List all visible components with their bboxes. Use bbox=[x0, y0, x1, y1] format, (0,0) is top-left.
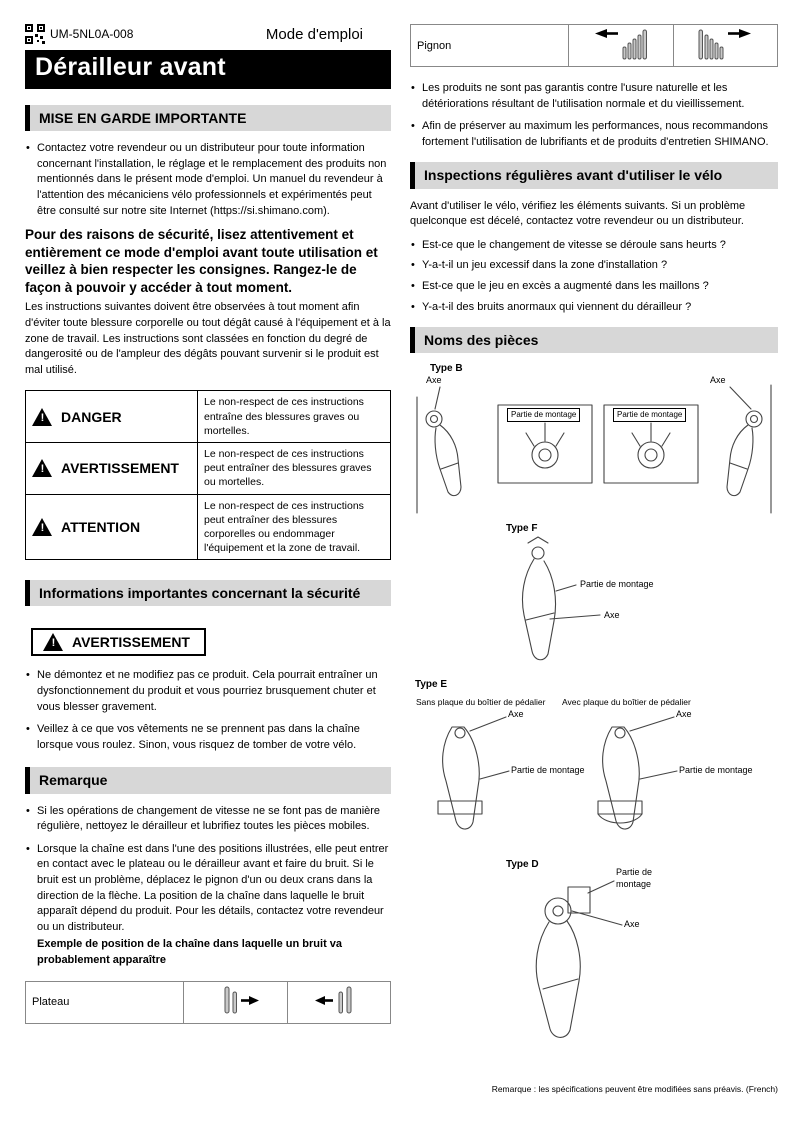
securite-list bbox=[25, 668, 391, 753]
partie-de-montage-label: Partie de montage bbox=[616, 867, 653, 889]
partie-de-montage-label: Partie de montage bbox=[507, 408, 580, 422]
type-e-diagram bbox=[410, 679, 778, 851]
list-item: • Afin de préserver au maximum les performances, nous recommandons fortement l'utilisation de lubrifiants et de produits d'entretien SHIMANO. bbox=[410, 119, 778, 150]
spec-change-note: Remarque : les spécifications peuvent être modifiées sans préavis. (French) bbox=[491, 1084, 778, 1094]
axe-label: Axe bbox=[426, 375, 442, 386]
type-f-label: Type F bbox=[506, 523, 538, 535]
axe-label: Axe bbox=[508, 709, 524, 720]
right-column bbox=[410, 0, 778, 1057]
warning-triangle-icon bbox=[32, 518, 53, 536]
instruction-grades-paragraph: Les instructions suivantes doivent être observées à tout moment afin d'éviter toute blessure corporelle ou tout dégât causé à l'équipement et à la zone de travail. Les instructions sont classées en fonction du degré de dangerosité ou de l'ampleur des dégâts pouvant survenir si le produit est mal utilisé. bbox=[25, 301, 391, 376]
partie-de-montage-label: Partie de montage bbox=[679, 765, 753, 776]
table-row bbox=[26, 981, 391, 1023]
inspections-list bbox=[410, 238, 778, 315]
list-item: • Y-a-t-il un jeu excessif dans la zone d'installation ? bbox=[410, 258, 778, 274]
plateau-diagram-cell-2 bbox=[287, 981, 391, 1023]
type-d-label: Type D bbox=[506, 859, 539, 871]
partie-de-montage-label: Partie de montage bbox=[613, 408, 686, 422]
table-row bbox=[411, 25, 778, 67]
garantie-list bbox=[410, 81, 778, 150]
warning-triangle-icon bbox=[32, 408, 53, 426]
hazard-label-danger: DANGER bbox=[61, 408, 122, 425]
list-item: • Est-ce que le jeu en excès a augmenté dans les maillons ? bbox=[410, 279, 778, 295]
chainring-noise-position-2-icon bbox=[307, 983, 371, 1017]
document-id: UM-5NL0A-008 bbox=[50, 27, 134, 41]
plateau-label-cell: Plateau bbox=[26, 981, 184, 1023]
pignon-diagram-cell-2 bbox=[673, 25, 778, 67]
plateau-table bbox=[25, 981, 391, 1024]
hazard-label-attention: ATTENTION bbox=[61, 518, 141, 535]
page-title: Dérailleur avant bbox=[25, 50, 391, 89]
partie-de-montage-label: Partie de montage bbox=[580, 579, 654, 590]
inspections-intro: Avant d'utiliser le vélo, vérifiez les éléments suivants. Si un problème quelconque est décelé, contactez votre revendeur ou un distributeur. bbox=[410, 199, 746, 228]
mise-en-garde-list bbox=[25, 141, 391, 219]
list-item: • Lorsque la chaîne est dans l'une des positions illustrées, elle peut entrer en contact avec le plateau ou le dérailleur avant et faire du bruit. Si le bruit est un problème, déplacez le pignon d'un ou deux crans dans la direction de la flèche. La position de la chaîne dans laquelle le bruit apparaît dépend du produit. Pour les détails, contactez votre revendeur ou un distributeur. bbox=[25, 842, 391, 936]
avec-plaque-label: Avec plaque du boîtier de pédalier bbox=[562, 697, 691, 708]
axe-label: Axe bbox=[604, 610, 620, 621]
hazard-level-table bbox=[25, 390, 391, 560]
table-row bbox=[26, 494, 391, 560]
type-e-label: Type E bbox=[415, 679, 448, 691]
avertissement-box bbox=[31, 628, 206, 656]
section-header-mise-en-garde: MISE EN GARDE IMPORTANTE bbox=[25, 105, 391, 131]
partie-de-montage-label: Partie de montage bbox=[511, 765, 585, 776]
table-row bbox=[26, 391, 391, 443]
pignon-diagram-cell-1 bbox=[569, 25, 674, 67]
section-header-inspections: Inspections régulières avant d'utiliser le vélo bbox=[410, 162, 778, 188]
type-f-derailleur-art bbox=[410, 523, 778, 671]
chainring-noise-position-1-icon bbox=[203, 983, 267, 1017]
axe-label: Axe bbox=[710, 375, 726, 386]
list-item: • Ne démontez et ne modifiez pas ce produit. Cela pourrait entraîner un dysfonctionnement du produit et vous pourriez brusquement chuter et vous blesser gravement. bbox=[25, 668, 391, 715]
type-b-label: Type B bbox=[430, 363, 463, 375]
axe-label: Axe bbox=[676, 709, 692, 720]
section-header-remarque: Remarque bbox=[25, 767, 391, 793]
list-item: • Est-ce que le changement de vitesse se déroule sans heurts ? bbox=[410, 238, 778, 254]
section-header-noms-pieces: Noms des pièces bbox=[410, 327, 778, 353]
type-f-diagram bbox=[410, 523, 778, 671]
pignon-table bbox=[410, 24, 778, 67]
list-item: • Les produits ne sont pas garantis contre l'usure naturelle et les détériorations résultant de l'utilisation normale et du vieillissement. bbox=[410, 81, 778, 112]
safety-lead-paragraph: Pour des raisons de sécurité, lisez attentivement et entièrement ce mode d'emploi avant toute utilisation et veillez à bien respecter les consignes. Rangez-le de façon à pouvoir y accéder à tout moment. bbox=[25, 227, 378, 295]
left-column bbox=[25, 0, 391, 1024]
hazard-text-attention: Le non-respect de ces instructions peut entraîner des blessures corporelles ou endommager l'équipement et la zone de travail. bbox=[198, 494, 391, 560]
sans-plaque-label: Sans plaque du boîtier de pédalier bbox=[416, 697, 546, 708]
list-item: • Veillez à ce que vos vêtements ne se prennent pas dans la chaîne lorsque vous roulez. Sinon, vous risquez de tomber de votre vélo. bbox=[25, 722, 391, 753]
list-item: • Contactez votre revendeur ou un distributeur pour toute information concernant l'installation, le réglage et le remplacement des produits non mentionnés dans le présent mode d'emploi. Un manuel du revendeur à l'attention des mécaniciens vélo professionnels et expérimentés peut être consulté sur notre site Internet (https://si.shimano.com). bbox=[25, 141, 391, 219]
sprocket-shift-left-icon bbox=[585, 25, 657, 61]
list-item: • Y-a-t-il des bruits anormaux qui viennent du dérailleur ? bbox=[410, 300, 778, 316]
plateau-diagram-cell-1 bbox=[184, 981, 288, 1023]
type-d-derailleur-art bbox=[410, 859, 778, 1057]
document-header bbox=[25, 24, 391, 44]
hazard-text-avertissement: Le non-respect de ces instructions peut entraîner des blessures graves ou mortelles. bbox=[198, 442, 391, 494]
warning-triangle-icon bbox=[32, 459, 53, 477]
warning-triangle-icon bbox=[43, 633, 64, 651]
avertissement-box-label: AVERTISSEMENT bbox=[72, 634, 190, 651]
document-type: Mode d'emploi bbox=[265, 25, 363, 43]
sprocket-shift-right-icon bbox=[689, 25, 761, 61]
table-row bbox=[26, 442, 391, 494]
type-b-diagram bbox=[410, 363, 778, 515]
hazard-text-danger: Le non-respect de ces instructions entraîne des blessures graves ou mortelles. bbox=[198, 391, 391, 443]
remarque-list bbox=[25, 804, 391, 936]
qr-code-icon bbox=[25, 24, 45, 44]
hazard-label-avertissement: AVERTISSEMENT bbox=[61, 460, 179, 477]
axe-label: Axe bbox=[624, 919, 640, 930]
list-item: • Si les opérations de changement de vitesse ne se font pas de manière régulière, nettoyez le dérailleur et lubrifiez toutes les pièces mobiles. bbox=[25, 804, 391, 835]
section-header-securite: Informations importantes concernant la sécurité bbox=[25, 580, 391, 606]
noise-example-heading: Exemple de position de la chaîne dans laquelle un bruit va probablement apparaître bbox=[37, 938, 343, 967]
type-b-derailleur-art bbox=[410, 363, 778, 515]
pignon-label-cell: Pignon bbox=[411, 25, 569, 67]
type-d-diagram bbox=[410, 859, 778, 1057]
